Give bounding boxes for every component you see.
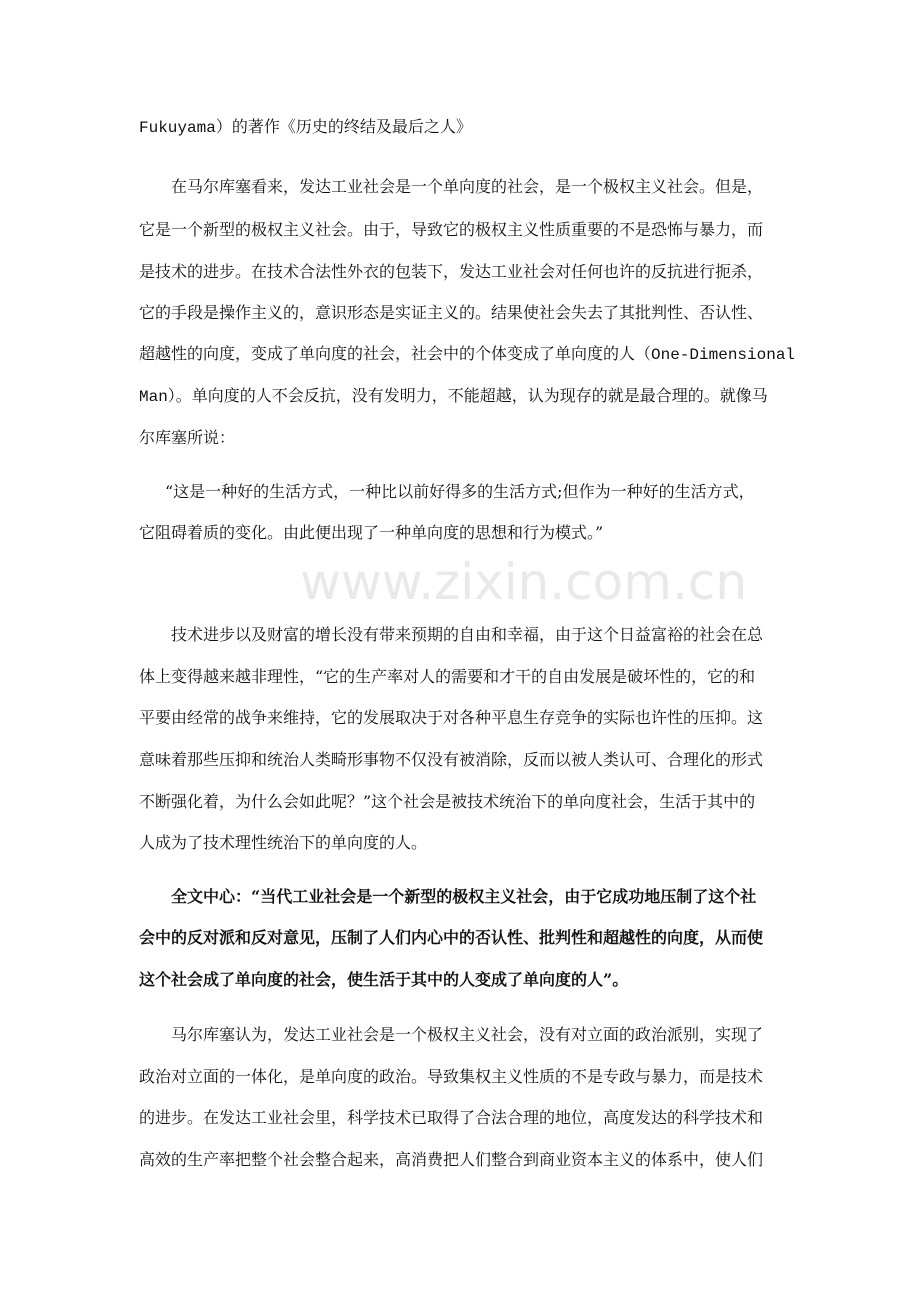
quote-line: 它阻碍着质的变化。由此便出现了一种单向度的思想和行为模式。” [139, 523, 604, 542]
watermark: www.zixin.com.cn [300, 553, 748, 611]
text-line: 在马尔库塞看来，发达工业社会是一个单向度的社会，是一个极权主义社会。但是， [171, 177, 764, 196]
text-line: Fukuyama）的著作《历史的终结及最后之人》 [139, 119, 472, 137]
text-line: 超越性的向度，变成了单向度的社会，社会中的个体变成了单向度的人（One-Dimensional [139, 346, 796, 364]
summary-line: 会中的反对派和反对意见，压制了人们内心中的否认性、批判性和超越性的向度，从而使 [139, 928, 764, 947]
text-line: 技术进步以及财富的增长没有带来预期的自由和幸福，由于这个日益富裕的社会在总 [171, 625, 764, 644]
text-line: 人成为了技术理性统治下的单向度的人。 [139, 833, 428, 852]
text-line: 意味着那些压抑和统治人类畸形事物不仅没有被消除，反而以被人类认可、合理化的形式 [139, 750, 764, 769]
text-line: 尔库塞所说： [139, 428, 236, 447]
text-line: 的进步。在发达工业社会里，科学技术已取得了合法合理的地位，高度发达的科学技术和 [139, 1108, 764, 1127]
text-line: 是技术的进步。在技术合法性外衣的包装下，发达工业社会对任何也许的反抗进行扼杀， [139, 262, 764, 281]
text-line: 它的手段是操作主义的，意识形态是实证主义的。结果使社会失去了其批判性、否认性、 [139, 303, 764, 322]
text-line: Man）。单向度的人不会反抗，没有发明力，不能超越，认为现存的就是最合理的。就像马 [139, 388, 768, 406]
summary-line: 全文中心：“当代工业社会是一个新型的极权主义社会，由于它成功地压制了这个社 [171, 887, 757, 906]
text-line: 马尔库塞认为，发达工业社会是一个极权主义社会，没有对立面的政治派别，实现了 [171, 1025, 764, 1044]
text-line: 高效的生产率把整个社会整合起来，高消费把人们整合到商业资本主义的体系中，使人们 [139, 1150, 764, 1169]
quote-line: “这是一种好的生活方式，一种比以前好得多的生活方式;但作为一种好的生活方式， [165, 482, 755, 501]
text-line: 政治对立面的一体化，是单向度的政治。导致集权主义性质的不是专政与暴力，而是技术 [139, 1067, 764, 1086]
text-line: 体上变得越来越非理性，“它的生产率对人的需要和才干的自由发展是破坏性的，它的和 [139, 667, 756, 686]
text-line: 它是一个新型的极权主义社会。由于，导致它的极权主义性质重要的不是恐怖与暴力，而 [139, 220, 764, 239]
text-line: 不断强化着，为什么会如此呢？”这个社会是被技术统治下的单向度社会，生活于其中的 [139, 792, 756, 811]
summary-line: 这个社会成了单向度的社会，使生活于其中的人变成了单向度的人”。 [139, 970, 629, 989]
text-line: 平要由经常的战争来维持，它的发展取决于对各种平息生存竞争的实际也许性的压抑。这 [139, 708, 764, 727]
